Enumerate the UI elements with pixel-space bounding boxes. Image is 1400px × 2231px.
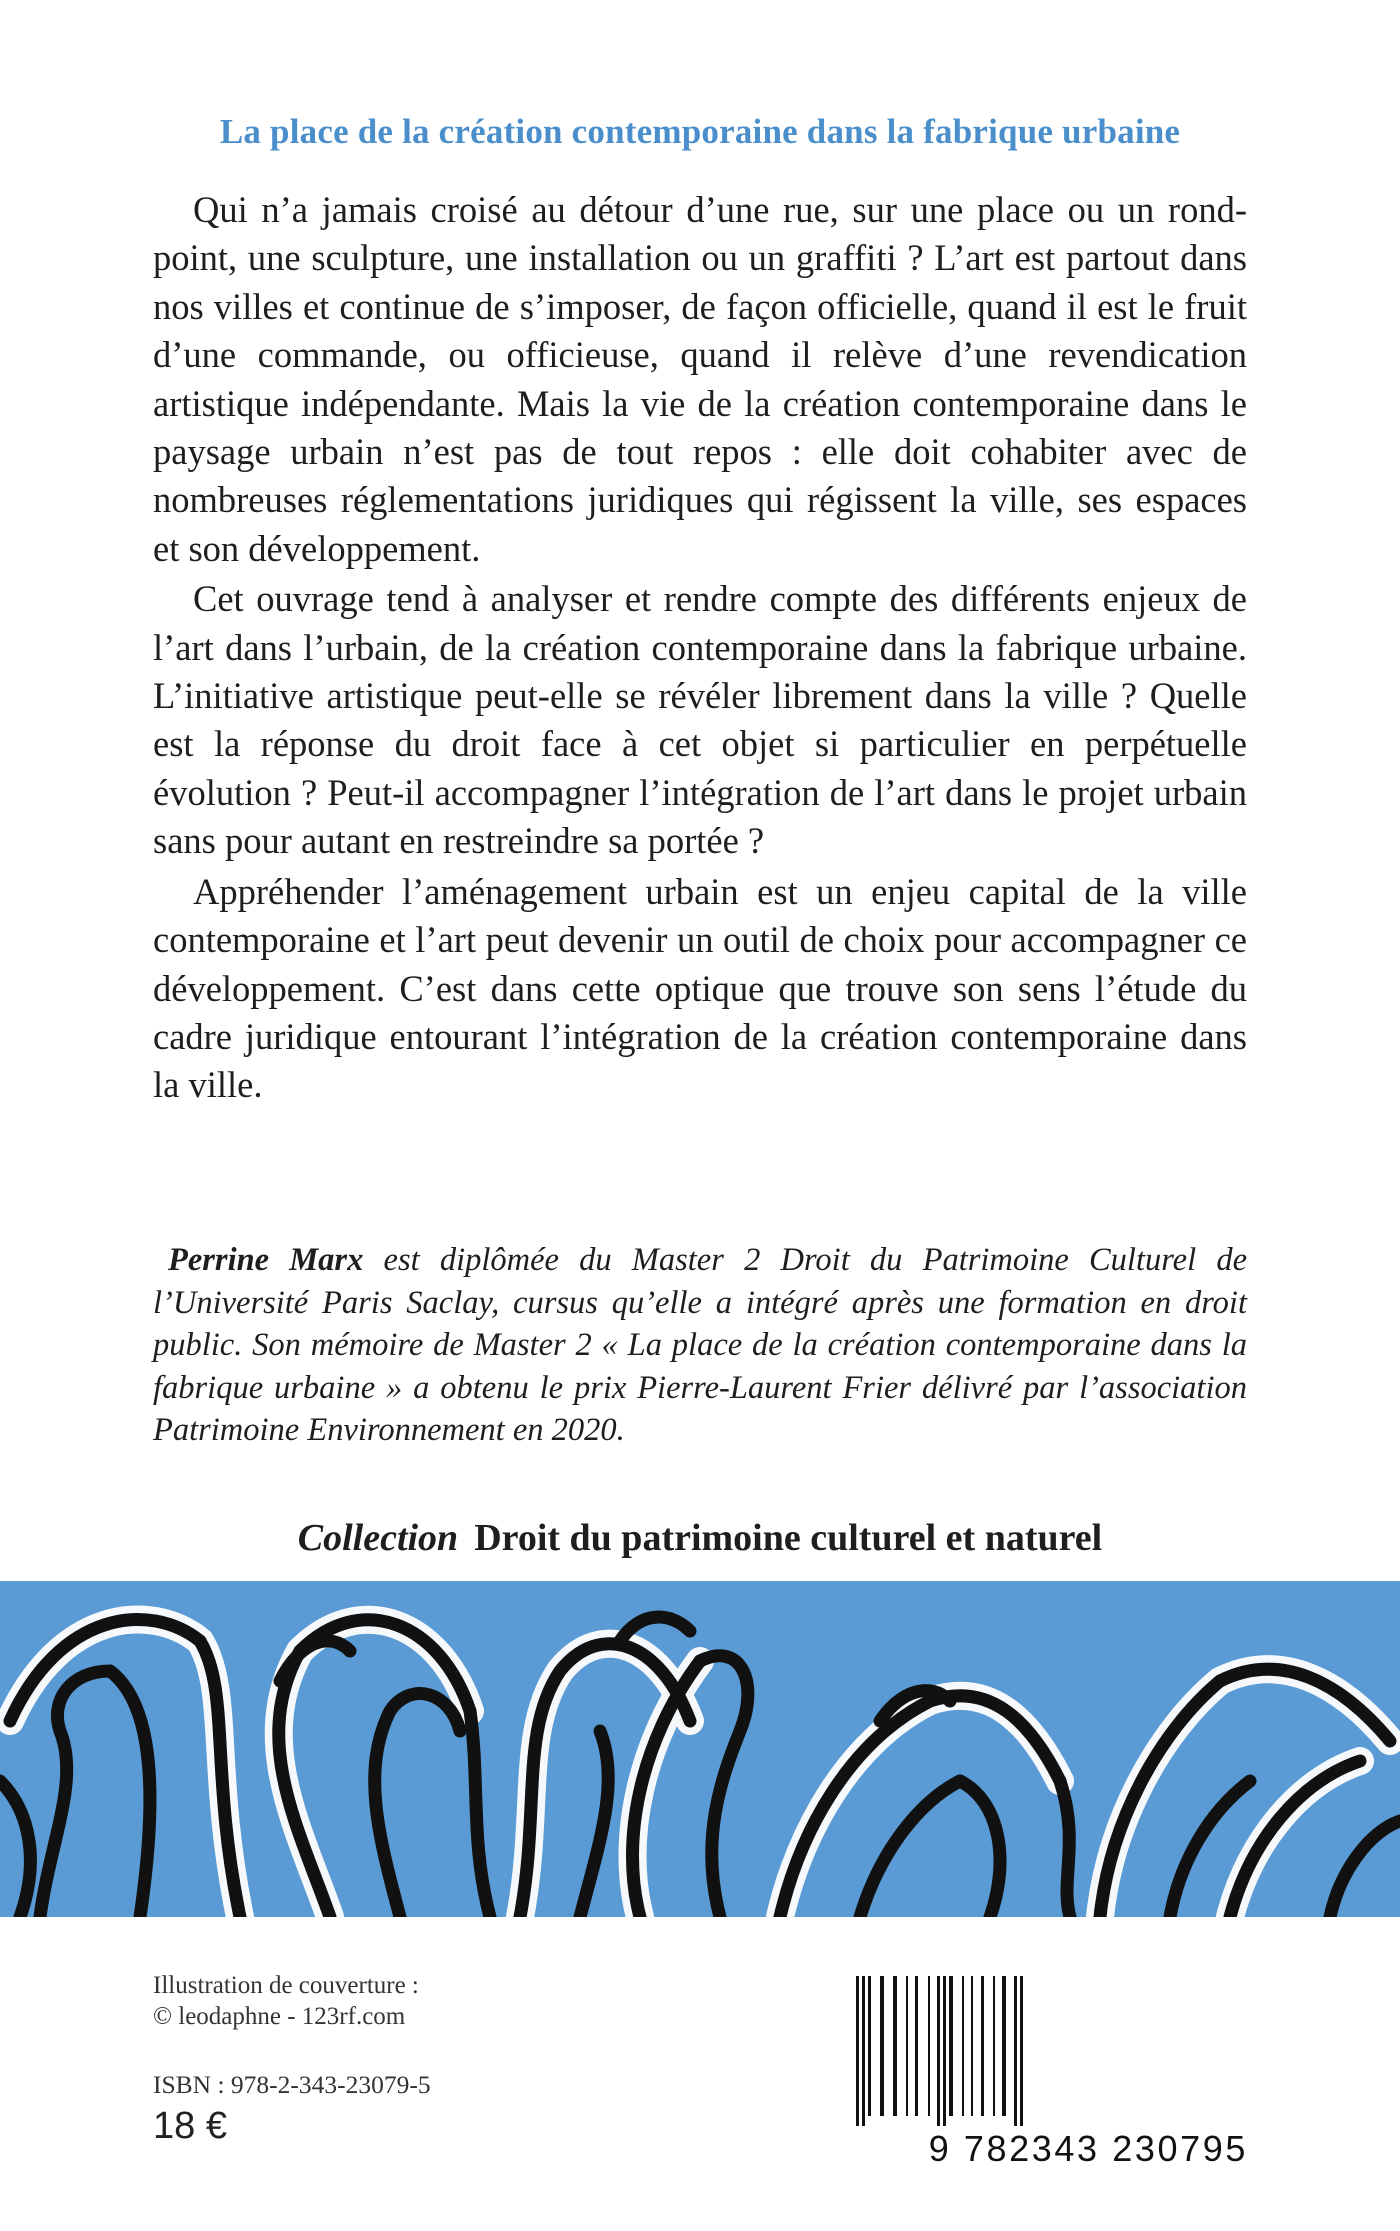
barcode-bar [1014,1976,1017,2126]
credits-line-2: © leodaphne - 123rf.com [153,2003,406,2030]
barcode-bar [893,1976,897,2116]
illustration-credits [153,1970,419,2032]
price: 18 € [153,2105,227,2147]
barcode-bar [993,1976,995,2116]
barcode [828,1976,1248,2176]
barcode-digits: 9 782343 230795 [928,2128,1248,2169]
barcode-bars [828,1976,1248,2126]
author-name: Perrine Marx [168,1242,364,1278]
dancing-figures-illustration [0,1581,1400,1917]
barcode-bar [862,1976,865,2126]
collection-name: Droit du patrimoine culturel et naturel [474,1517,1103,1559]
blurb-paragraph-2: Cet ouvrage tend à analyser et rendre compte des différents enjeux de l’art dans l’urbain, de la création contemporaine dans la fabrique urbaine. L’initiative artistique peut-elle se révéler librement dans la ville ? Quelle est la réponse du droit face à cet objet si particulier en perpétuelle évolution ? Peut-il accompagner l’intégration de l’art dans le projet urbain sans pour autant en restreindre sa portée ? [153,578,1247,862]
barcode-bar [906,1976,908,2116]
barcode-bar [949,1976,953,2116]
blurb-paragraph-1: Qui n’a jamais croisé au détour d’une rue, sur une place ou un rond-point, une sculpture, une installation ou un graffiti ? L’art est partout dans nos villes et continue de s’imposer, de façon officielle, quand il est le fruit d’une commande, ou officieuse, quand il relève d’une revendication artistique indépendante. Mais la vie de la création contemporaine dans le paysage urbain n’est pas de tout repos : elle doit cohabiter avec de nombreuses réglementations juridiques qui régissent la ville, ses espaces et son développement. [153,189,1247,569]
credits-line-1: Illustration de couverture : [153,1972,419,1999]
barcode-bar [937,1976,940,2126]
barcode-bar [915,1976,918,2116]
barcode-bar [856,1976,859,2126]
barcode-bar [1002,1976,1006,2116]
book-title: La place de la création contemporaine dans la fabrique urbaine [219,112,1181,151]
barcode-bar [943,1976,946,2126]
isbn: ISBN : 978-2-343-23079-5 [153,2070,431,2099]
barcode-bar [928,1976,930,2116]
barcode-bar [962,1976,964,2116]
barcode-bar [868,1976,871,2116]
cover-illustration [0,1581,1400,1917]
author-bio-text: est diplômée du Master 2 Droit du Patrimoine Culturel de l’Université Paris Saclay, cursus qu’elle a intégré après une formation en droit public. Son mémoire de Master 2 « La place de la création contemporaine dans la fabrique urbaine » a obtenu le prix Pierre-Laurent Frier délivré par l’association Patrimoine Environnement en 2020. [153,1242,1247,1449]
barcode-bar [981,1976,984,2116]
collection-line [0,1516,1400,1560]
barcode-bar [880,1976,884,2116]
collection-label: Collection [297,1517,459,1559]
blurb [153,186,1247,1112]
barcode-bar [1020,1976,1023,2126]
author-bio [153,1239,1247,1452]
barcode-bar [971,1976,973,2116]
blurb-paragraph-3: Appréhender l’aménagement urbain est un enjeu capital de la ville contemporaine et l’art peut devenir un outil de choix pour accompagner ce développement. C’est dans cette optique que trouve son sens l’étude du cadre juridique entourant l’intégration de la création contemporaine dans la ville. [153,870,1247,1106]
